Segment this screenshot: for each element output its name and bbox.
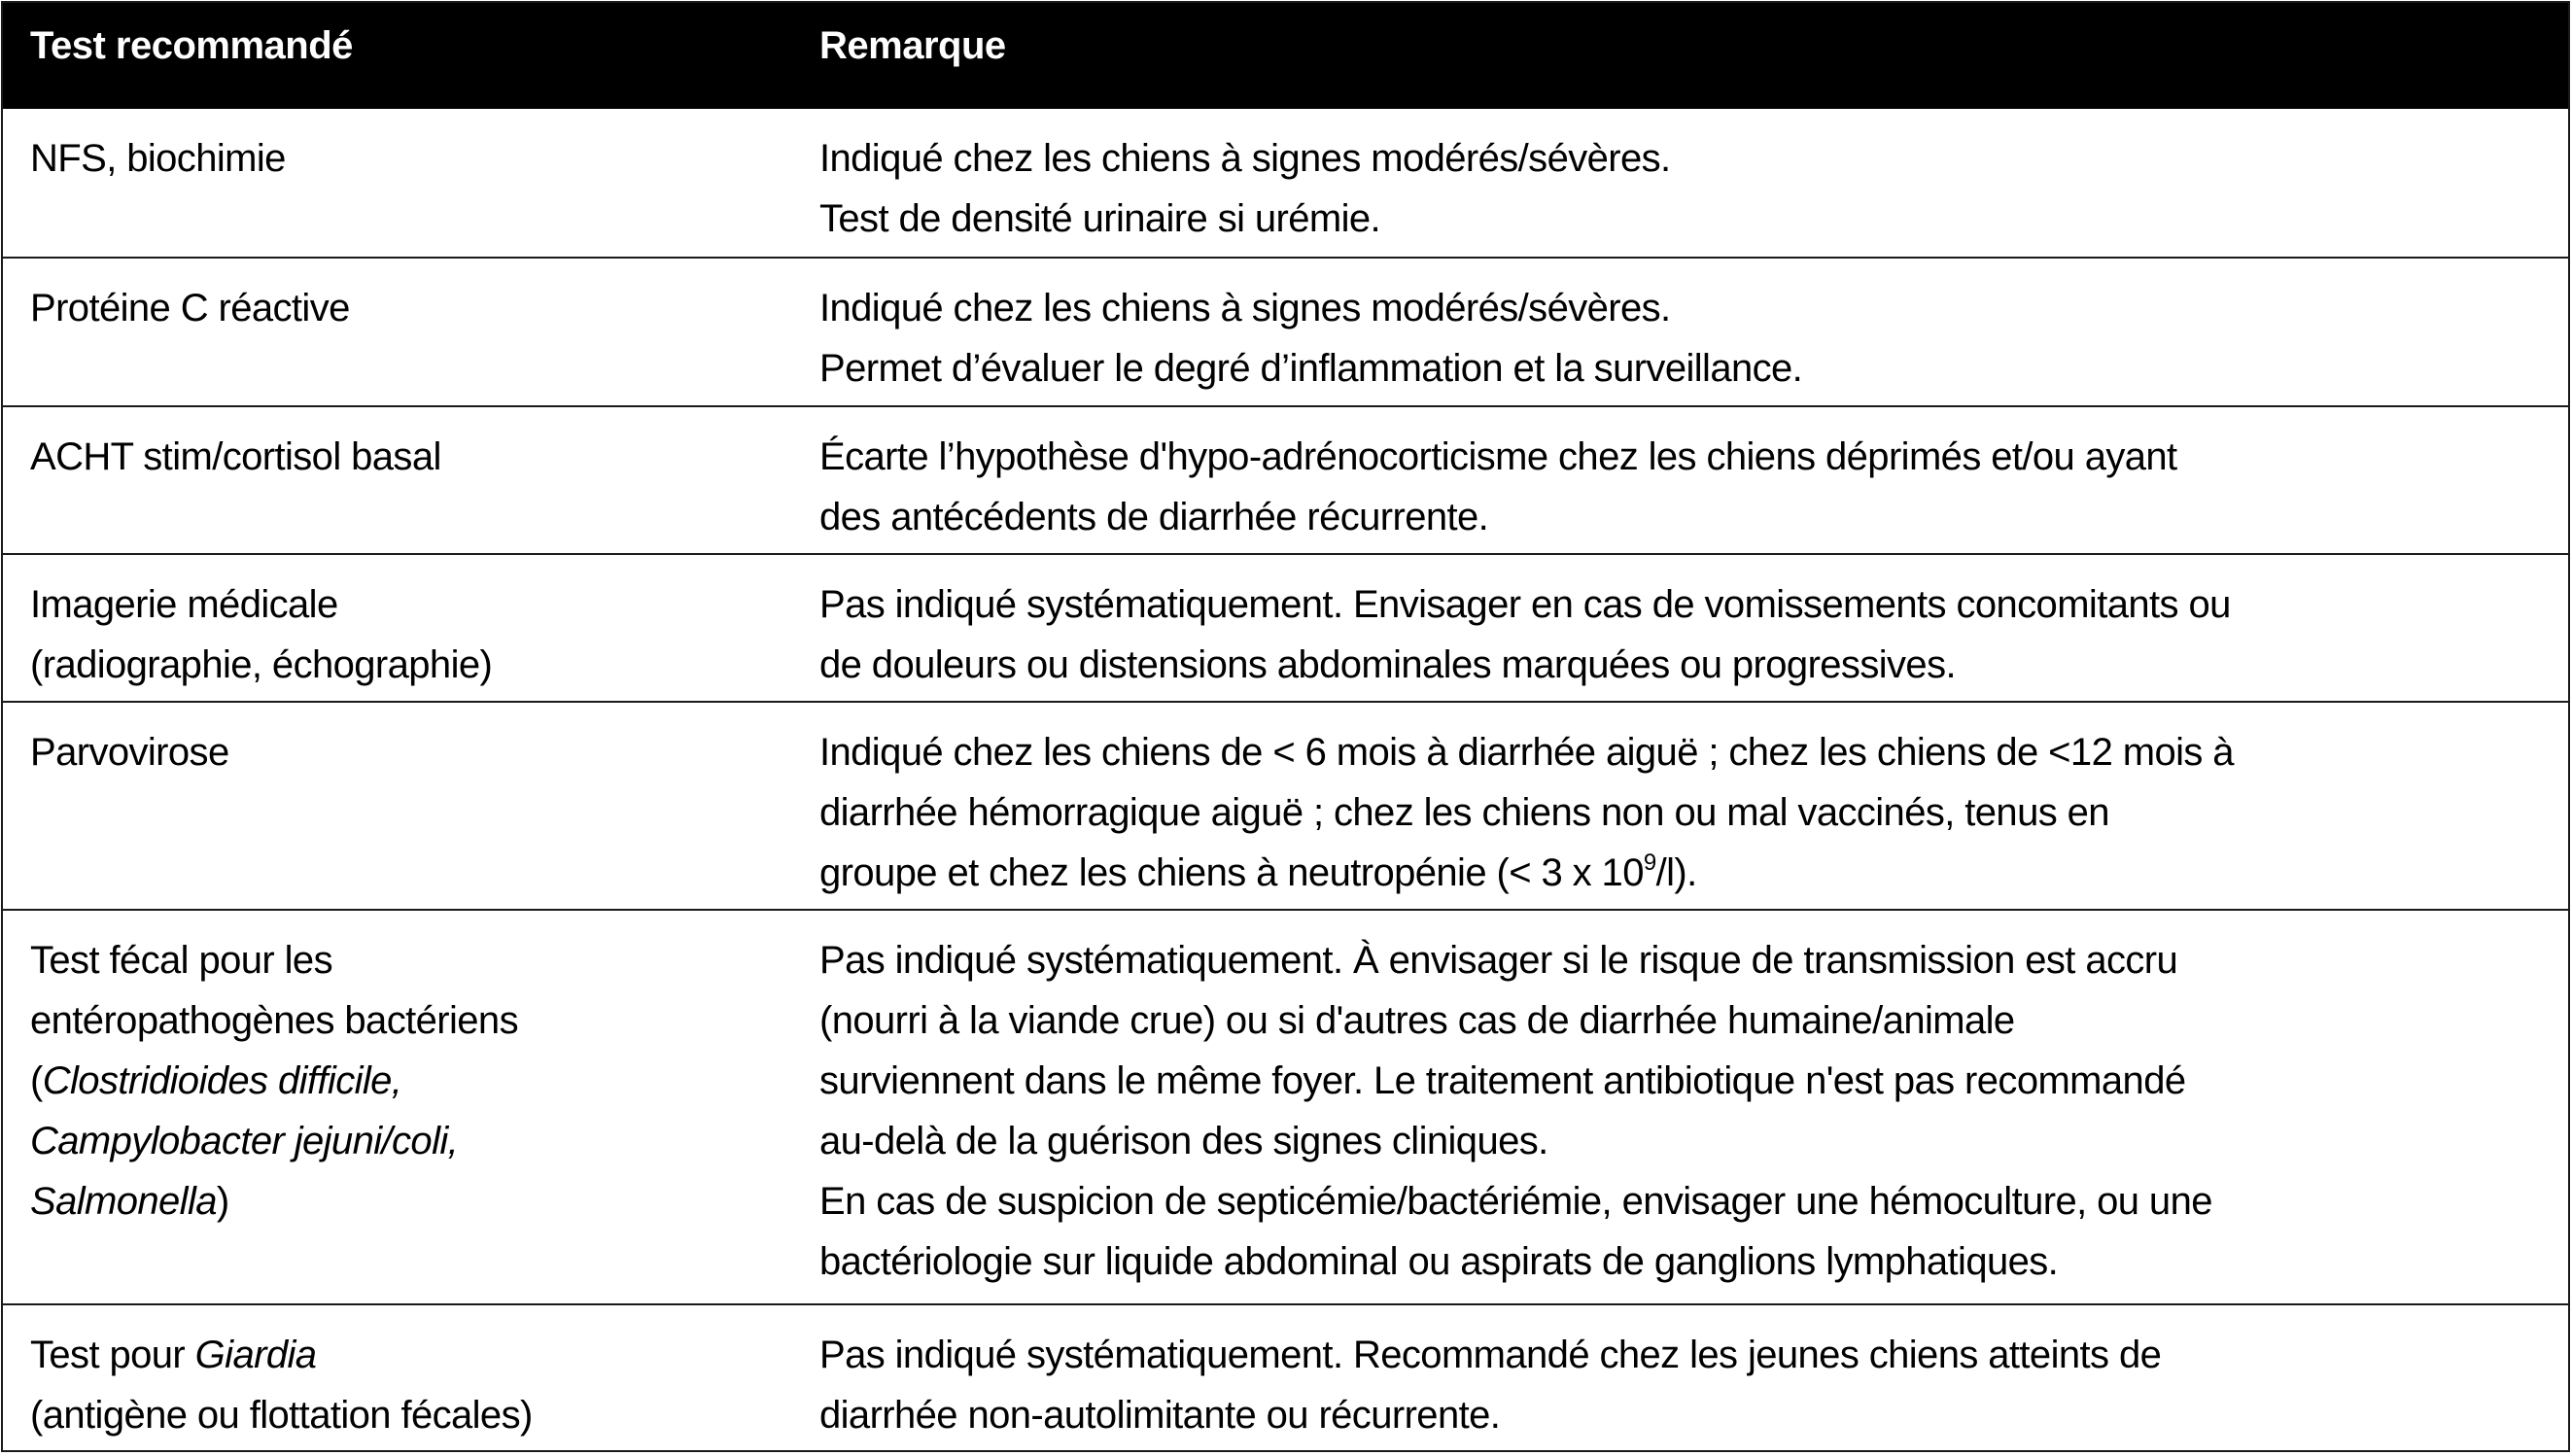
test-line: entéropathogènes bactériens <box>30 999 518 1042</box>
remark-line <box>819 843 1697 903</box>
remark-cell <box>819 278 2559 399</box>
test-line: Test fécal pour les <box>30 939 332 982</box>
remark-line: diarrhée non-autolimitante ou récurrente. <box>819 1394 1501 1437</box>
diagnostic-tests-table <box>1 1 2570 1452</box>
remark-line: Écarte l’hypothèse d'hypo-adrénocorticisme chez les chiens déprimés et/ou ayant <box>819 435 2177 478</box>
remark-line: Indiqué chez les chiens de < 6 mois à diarrhée aiguë ; chez les chiens de <12 mois à <box>819 731 2234 774</box>
remark-line: Pas indiqué systématiquement. Recommandé chez les jeunes chiens atteints de <box>819 1334 2162 1376</box>
test-cell <box>30 930 788 1231</box>
table-row <box>3 1303 2568 1450</box>
remark-line: Indiqué chez les chiens à signes modérés/sévères. <box>819 287 1671 329</box>
remark-line: (nourri à la viande crue) ou si d'autres cas de diarrhée humaine/animale <box>819 999 2015 1042</box>
test-line: (radiographie, échographie) <box>30 643 493 686</box>
test-cell <box>30 427 788 487</box>
species-name: Salmonella <box>30 1180 217 1223</box>
remark-line: Test de densité urinaire si urémie. <box>819 197 1381 240</box>
table-header <box>3 3 2568 109</box>
test-line <box>30 1051 401 1111</box>
paren-open: ( <box>30 1059 43 1102</box>
remark-line: Permet d’évaluer le degré d’inflammation et la surveillance. <box>819 347 1803 390</box>
remark-line: Indiqué chez les chiens à signes modérés/sévères. <box>819 137 1671 180</box>
paren-close: ) <box>216 1180 229 1223</box>
remark-line: de douleurs ou distensions abdominales marquées ou progressives. <box>819 643 1956 686</box>
remark-cell <box>819 128 2559 249</box>
remark-line: surviennent dans le même foyer. Le traitement antibiotique n'est pas recommandé <box>819 1059 2186 1102</box>
remark-line: des antécédents de diarrhée récurrente. <box>819 496 1489 538</box>
species-name: Giardia <box>194 1334 317 1376</box>
test-cell <box>30 278 788 338</box>
test-cell <box>30 128 788 189</box>
test-text: Test pour <box>30 1334 195 1376</box>
remark-cell <box>819 427 2559 547</box>
test-cell <box>30 722 788 782</box>
test-line: (antigène ou flottation fécales) <box>30 1394 533 1437</box>
table-row <box>3 405 2568 553</box>
header-test: Test recommandé <box>30 24 353 67</box>
remark-line: Pas indiqué systématiquement. À envisager si le risque de transmission est accru <box>819 939 2178 982</box>
remark-line: au-delà de la guérison des signes cliniques. <box>819 1120 1548 1162</box>
test-line <box>30 1325 316 1385</box>
remark-cell <box>819 574 2559 695</box>
table-row <box>3 553 2568 701</box>
remark-text: groupe et chez les chiens à neutropénie (< 3 x 10 <box>819 851 1644 894</box>
test-line: NFS, biochimie <box>30 137 286 180</box>
superscript-exponent: 9 <box>1643 849 1656 876</box>
test-cell <box>30 1325 788 1445</box>
species-name: Clostridioides difficile, <box>42 1059 402 1102</box>
test-line: Protéine C réactive <box>30 287 350 329</box>
species-name: Campylobacter jejuni/coli, <box>30 1120 459 1162</box>
remark-line: Pas indiqué systématiquement. Envisager en cas de vomissements concomitants ou <box>819 583 2231 626</box>
remark-text: /l). <box>1655 851 1697 894</box>
remark-line: En cas de suspicion de septicémie/bactériémie, envisager une hémoculture, ou une <box>819 1180 2212 1223</box>
test-line <box>30 1171 229 1231</box>
test-cell <box>30 574 788 695</box>
test-line: Parvovirose <box>30 731 229 774</box>
remark-line: diarrhée hémorragique aiguë ; chez les chiens non ou mal vaccinés, tenus en <box>819 791 2109 834</box>
remark-cell <box>819 722 2559 903</box>
table-row <box>3 109 2568 257</box>
remark-cell <box>819 930 2559 1292</box>
test-line: Imagerie médicale <box>30 583 338 626</box>
table-row <box>3 257 2568 405</box>
test-line: ACHT stim/cortisol basal <box>30 435 441 478</box>
header-remark: Remarque <box>819 24 1006 67</box>
remark-line: bactériologie sur liquide abdominal ou aspirats de ganglions lymphatiques. <box>819 1240 2059 1283</box>
remark-cell <box>819 1325 2559 1445</box>
test-line <box>30 1111 458 1171</box>
table-row <box>3 701 2568 909</box>
table-row <box>3 909 2568 1303</box>
